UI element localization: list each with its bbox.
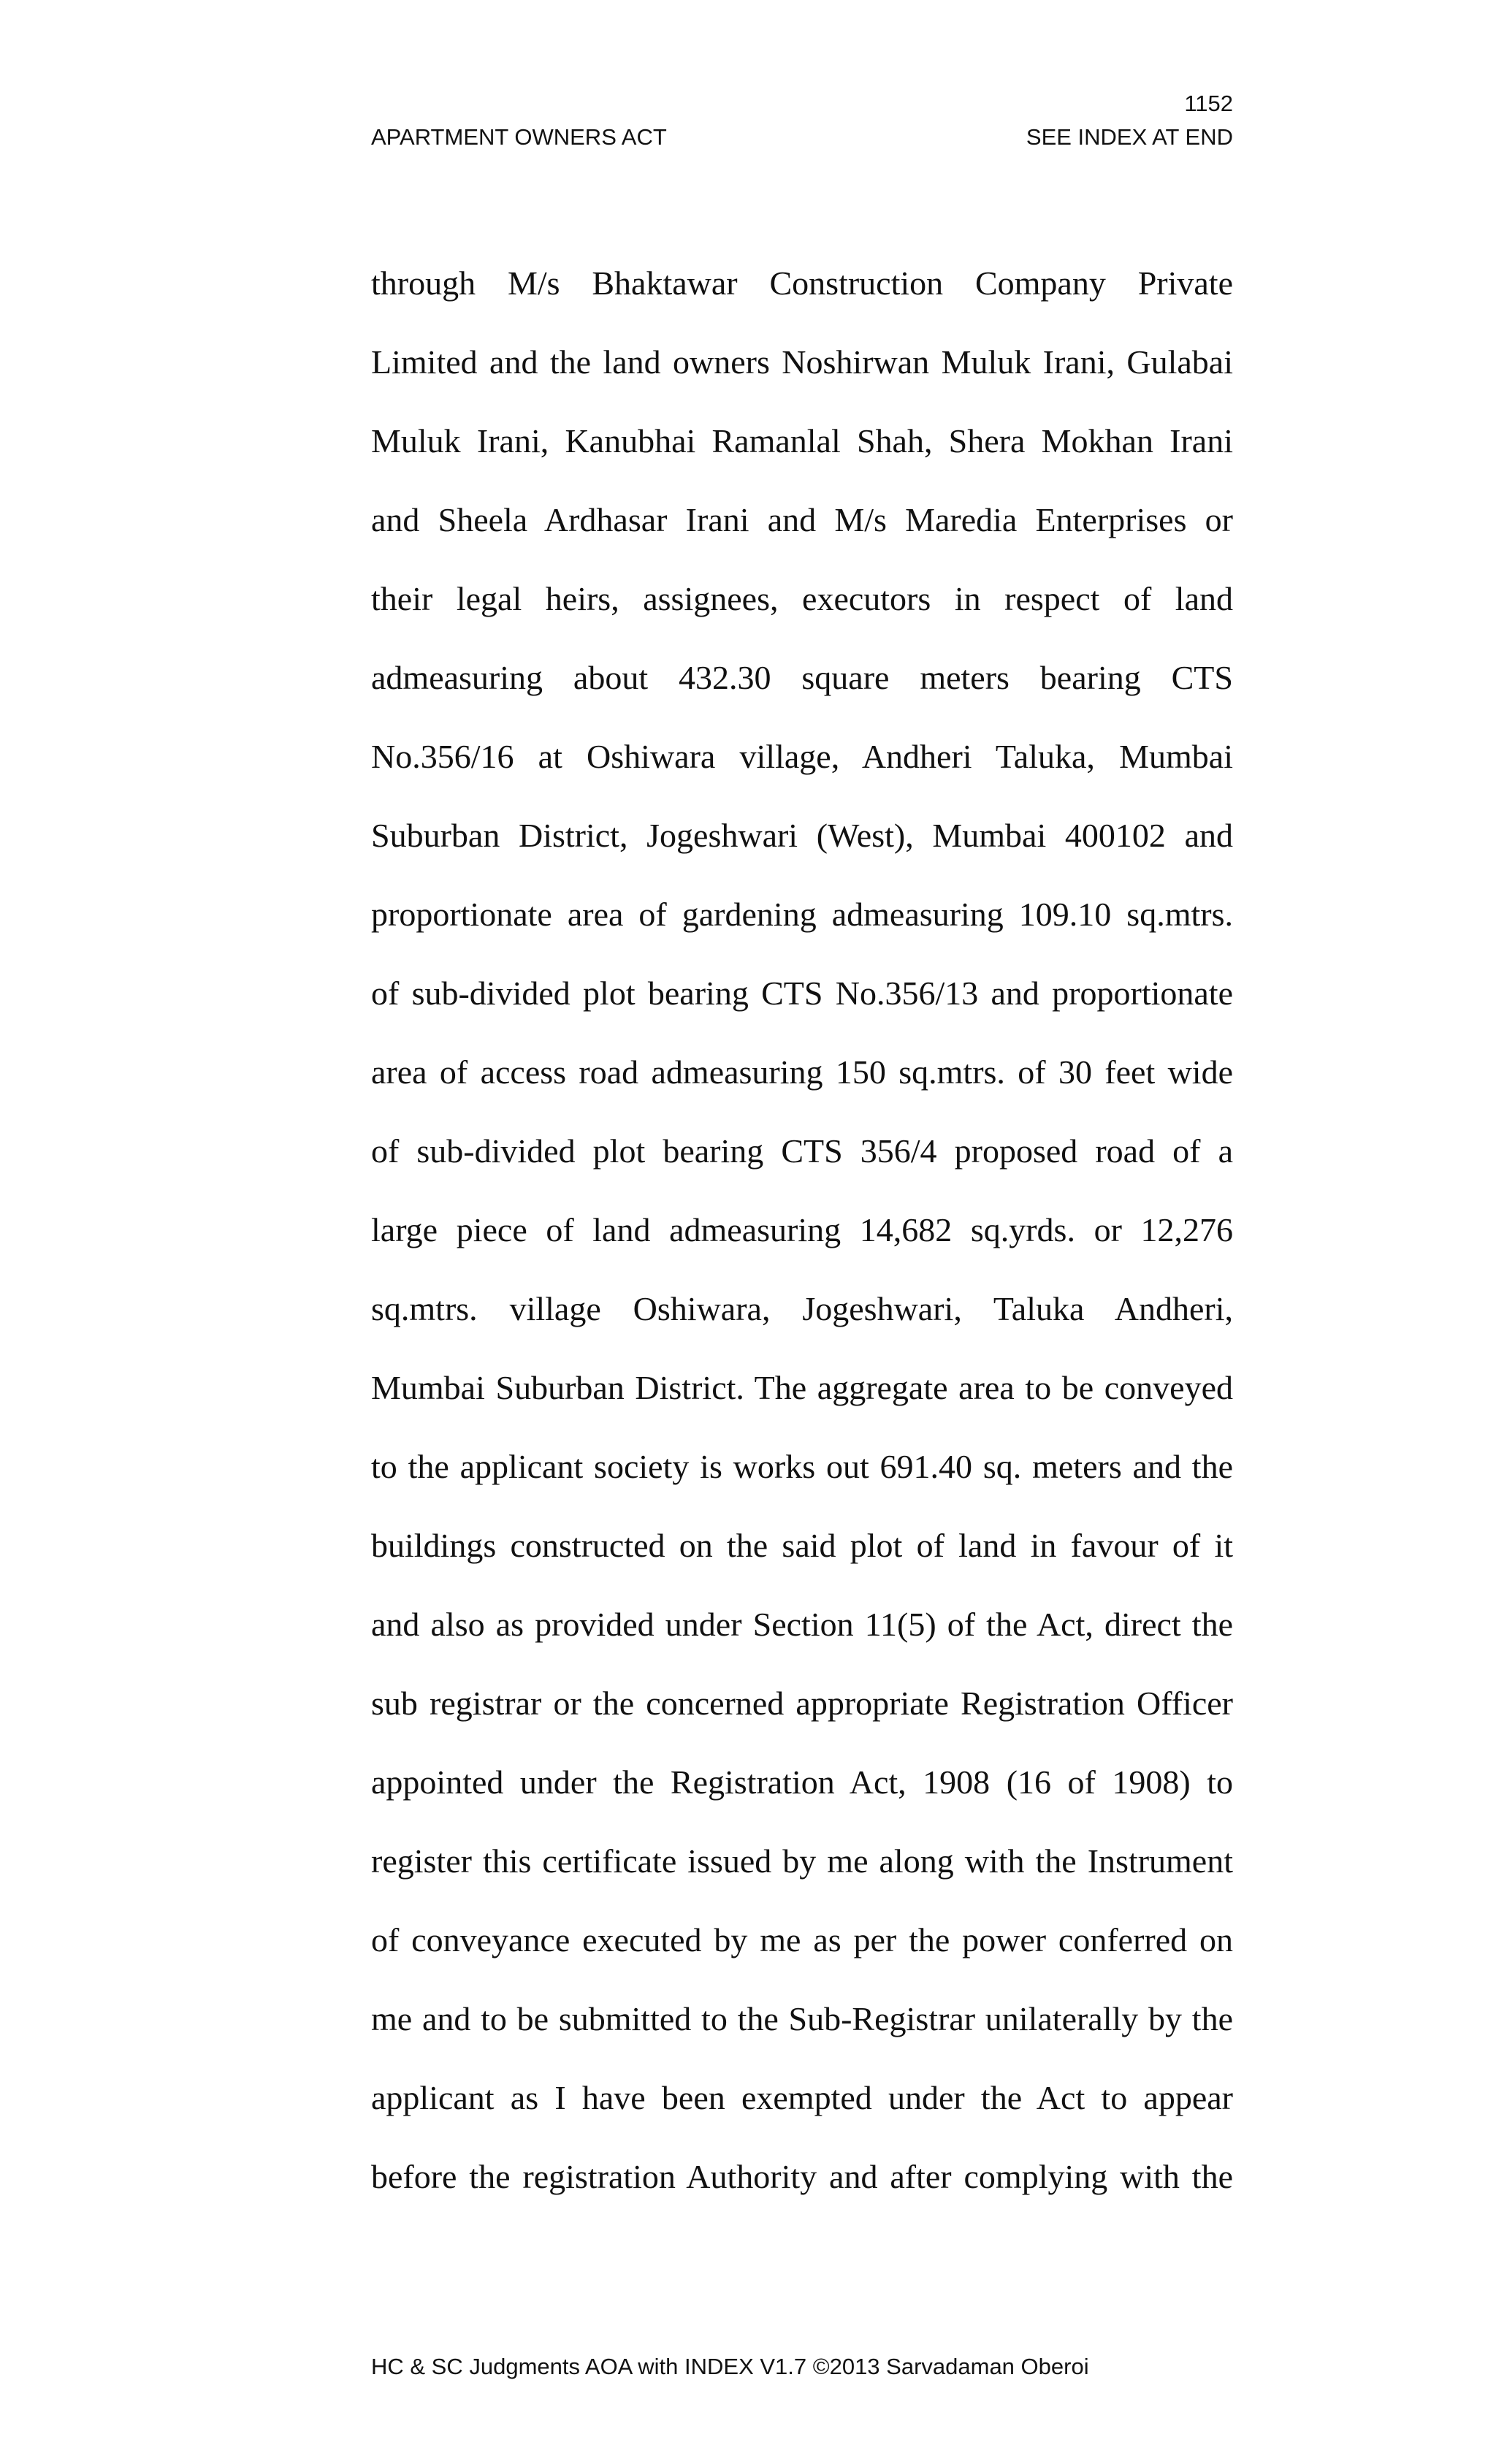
body-line: to the applicant society is works out 691.40 sq. meters and the [371, 1448, 1233, 1485]
body-line: before the registration Authority and after complying with the [371, 2158, 1233, 2195]
body-line: Limited and the land owners Noshirwan Muluk Irani, Gulabai [371, 343, 1233, 381]
body-line: area of access road admeasuring 150 sq.mtrs. of 30 feet wide [371, 1053, 1233, 1091]
body-line: buildings constructed on the said plot of land in favour of it [371, 1527, 1233, 1564]
body-line: appointed under the Registration Act, 1908 (16 of 1908) to [371, 1763, 1233, 1801]
footer-copyright: HC & SC Judgments AOA with INDEX V1.7 ©2013 Sarvadaman Oberoi [371, 2354, 1089, 2379]
body-line: sq.mtrs. village Oshiwara, Jogeshwari, Taluka Andheri, [371, 1290, 1233, 1327]
body-line: of sub-divided plot bearing CTS No.356/13 and proportionate [371, 974, 1233, 1012]
running-header-title: APARTMENT OWNERS ACT [371, 124, 667, 150]
body-line: and also as provided under Section 11(5) of the Act, direct the [371, 1606, 1233, 1643]
body-line: sub registrar or the concerned appropriate Registration Officer [371, 1685, 1233, 1722]
body-line: applicant as I have been exempted under the Act to appear [371, 2079, 1233, 2116]
body-line: Muluk Irani, Kanubhai Ramanlal Shah, Shera Mokhan Irani [371, 422, 1233, 459]
body-line: register this certificate issued by me along with the Instrument [371, 1842, 1233, 1880]
body-line: admeasuring about 432.30 square meters bearing CTS [371, 659, 1233, 696]
running-header-index-note: SEE INDEX AT END [1026, 124, 1233, 150]
body-line: through M/s Bhaktawar Construction Company Private [371, 264, 1233, 302]
body-line: large piece of land admeasuring 14,682 sq.yrds. or 12,276 [371, 1211, 1233, 1248]
body-line: and Sheela Ardhasar Irani and M/s Maredia Enterprises or [371, 501, 1233, 538]
body-text [371, 263, 1233, 2235]
body-line: me and to be submitted to the Sub-Registrar unilaterally by the [371, 2000, 1233, 2037]
body-line: their legal heirs, assignees, executors in respect of land [371, 580, 1233, 617]
body-line: Mumbai Suburban District. The aggregate area to be conveyed [371, 1369, 1233, 1406]
page-number: 1152 [1184, 91, 1233, 116]
body-line: of conveyance executed by me as per the power conferred on [371, 1921, 1233, 1958]
body-line: No.356/16 at Oshiwara village, Andheri Taluka, Mumbai [371, 738, 1233, 775]
body-line: proportionate area of gardening admeasuring 109.10 sq.mtrs. [371, 896, 1233, 933]
body-line: Suburban District, Jogeshwari (West), Mumbai 400102 and [371, 817, 1233, 854]
body-line: of sub-divided plot bearing CTS 356/4 proposed road of a [371, 1132, 1233, 1170]
